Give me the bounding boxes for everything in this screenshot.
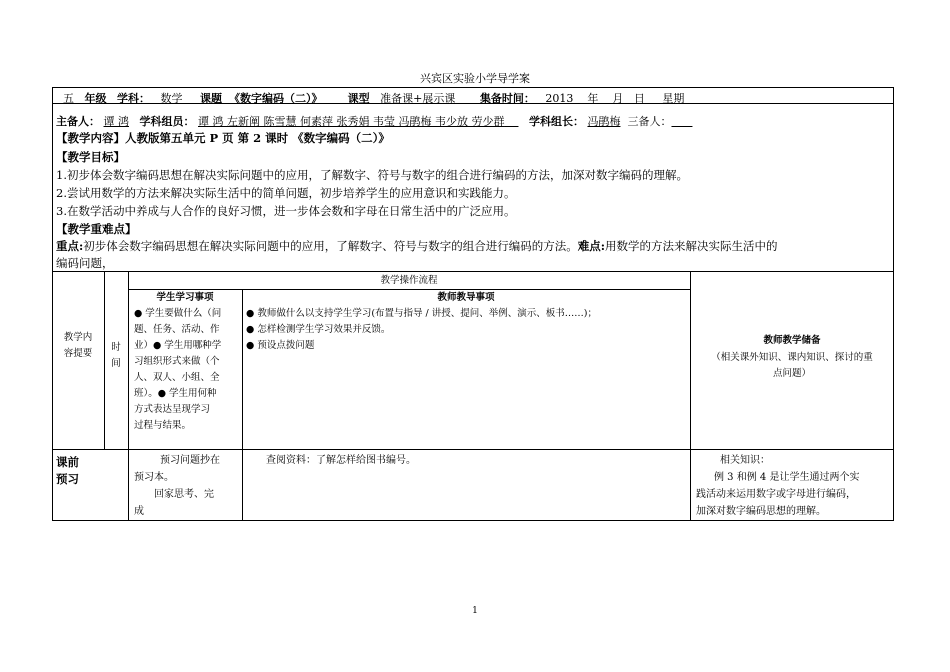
table-header-bottom — [52, 449, 894, 450]
subject-value: 数学 — [160, 92, 183, 105]
topic-value: 《数字编码（二）》 — [229, 92, 323, 105]
goal-1: 1.初步体会数字编码思想在解决实际问题中的应用，了解数字、符号与数字的组合进行编码的方法，加深对数字编码的理解。 — [56, 168, 688, 182]
flow-title: 教学操作流程 — [380, 275, 438, 286]
type-value: 准备课+展示课 — [380, 92, 456, 105]
key-label: 重点: — [56, 239, 84, 253]
col-content-header: 教学内 容提要 — [63, 332, 93, 359]
table-top-border — [52, 271, 894, 272]
preview-student-text: 预习问题抄在 预习本。 回家思考、完 成 — [134, 455, 220, 517]
type-label: 课型 — [347, 92, 370, 105]
document-title: 兴宾区实验小学导学案 — [420, 72, 530, 85]
goal-2: 2.尝试用数学的方法来解决实际生活中的简单问题，初步培养学生的应用意识和实践能力。 — [56, 186, 516, 200]
content-heading: 【教学内容】人教版第五单元 P 页 第 2 课时 《数字编码（二）》 — [56, 131, 390, 145]
prep-year: 2013 — [545, 92, 574, 105]
leader-label: 学科组长： — [528, 115, 584, 128]
teacher-column-title: 教师教导事项 — [437, 292, 495, 303]
student-column-body: ● 学生要做什么（问 题、任务、活动、作 业）● 学生用哪种学 习组织形式来做（个 人、双人、小组、全 班）。● 学生用何种 方式表达呈现学习 过程与结果。 — [134, 308, 222, 431]
members-label: 学科组员： — [139, 115, 195, 128]
hard-text: 用数学的方法来解决实际生活中的 — [605, 239, 778, 253]
topic-label: 课题 — [200, 92, 222, 105]
subject-label: 学科： — [117, 92, 150, 105]
teacher-item-2: ● 怎样检测学生学习效果并反馈。 — [246, 324, 391, 335]
leader-value: 冯鹃梅 — [587, 115, 621, 128]
key-points-line-1 — [56, 238, 778, 254]
teacher-item-1: ● 教师做什么以支持学生学习(布置与指导 / 讲授、提问、举例、演示、板书……)； — [246, 308, 597, 319]
col-divider-2 — [128, 271, 129, 521]
header-divider — [52, 103, 894, 104]
preview-reserve-text: 相关知识： 例 3 和例 4 是让学生通过两个实 践活动来运用数字或字母进行编码， 加深对数字编码思想的理解。 — [696, 455, 860, 517]
day-unit: 日 — [633, 92, 645, 105]
key-points-line-2: 编码问题， — [56, 256, 114, 270]
third-label: 三备人： — [627, 115, 672, 128]
teacher-column-body — [246, 306, 688, 354]
grade-label: 年级 — [84, 92, 107, 105]
teacher-item-3: ● 预设点拨问题 — [246, 340, 315, 351]
members-value: 谭 鸿 左新阐 陈雪慧 何素萍 张秀娟 韦莹 冯鹃梅 韦少放 劳少群 — [198, 115, 505, 128]
col-time-header: 时 间 — [111, 342, 121, 369]
reserve-column-subtitle: （相关课外知识、课内知识、探讨的重 点问题） — [711, 352, 873, 379]
year-unit: 年 — [587, 92, 599, 105]
key-text: 初步体会数字编码思想在解决实际问题中的应用，了解数字、符号与数字的组合进行编码的方法。 — [83, 239, 578, 253]
month-unit: 月 — [612, 92, 624, 105]
preview-teacher-text: 查阅资料：了解怎样给图书编号。 — [266, 455, 416, 466]
key-heading: 【教学重难点】 — [56, 222, 137, 236]
staff-row — [56, 113, 692, 129]
page-number: 1 — [472, 606, 478, 616]
reserve-column-title: 教师教学储备 — [763, 335, 821, 346]
student-column-title: 学生学习事项 — [156, 292, 214, 303]
goals-heading: 【教学目标】 — [56, 150, 125, 164]
hard-label: 难点: — [577, 239, 605, 253]
prep-label: 集备时间： — [479, 92, 535, 105]
goal-3: 3.在数学活动中养成与人合作的良好习惯，进一步体会数和字母在日常生活中的广泛应用。 — [56, 204, 516, 218]
lead-value: 谭 鸿 — [103, 115, 129, 128]
col-divider-4 — [690, 271, 691, 521]
week-label: 星期 — [662, 92, 685, 105]
col-divider-3 — [242, 289, 243, 521]
grade-value: 五 — [63, 92, 74, 105]
preview-row-label: 课前 预习 — [56, 455, 79, 486]
lead-label: 主备人： — [56, 115, 100, 128]
